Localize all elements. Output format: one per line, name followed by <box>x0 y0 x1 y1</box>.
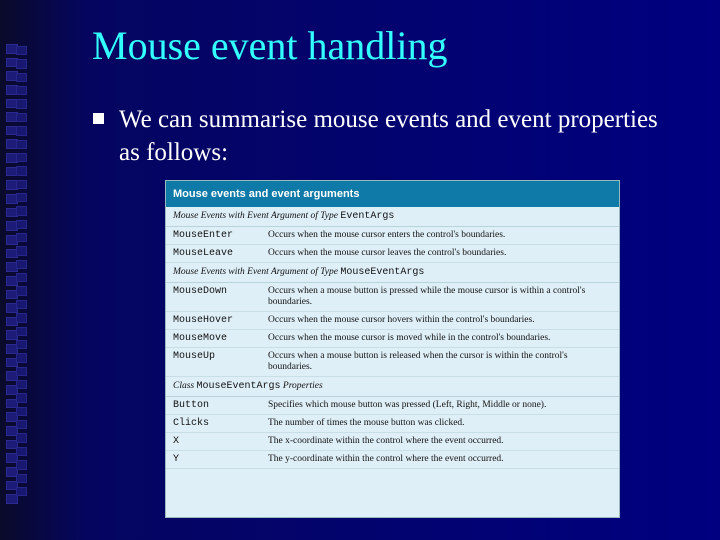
table-row <box>166 312 619 330</box>
event-name: MouseDown <box>173 286 228 297</box>
decorative-square <box>16 433 27 442</box>
section-heading-prefix: Class <box>173 381 197 391</box>
section-heading <box>166 263 619 283</box>
event-name: MouseHover <box>173 315 234 326</box>
decorative-square <box>16 153 27 162</box>
section-heading-prefix: Mouse Events with Event Argument of Type <box>173 267 341 277</box>
decorative-square <box>16 246 27 255</box>
decorative-square <box>16 300 27 309</box>
event-name: Clicks <box>173 418 210 429</box>
decorative-square <box>16 327 27 336</box>
decorative-square <box>16 113 27 122</box>
table-caption: Mouse events and event arguments <box>166 181 619 207</box>
decorative-square <box>16 220 27 229</box>
event-description: Occurs when the mouse cursor hovers within the control's boundaries. <box>268 315 535 325</box>
events-table <box>165 180 620 518</box>
event-description: Specifies which mouse button was pressed (Left, Right, Middle or none). <box>268 400 547 410</box>
table-row <box>166 433 619 451</box>
table-row <box>166 283 619 312</box>
decorative-square <box>16 86 27 95</box>
event-description: Occurs when the mouse cursor enters the control's boundaries. <box>268 230 506 240</box>
decorative-square-column-inner <box>16 46 28 496</box>
decorative-square <box>16 46 27 55</box>
table-row <box>166 415 619 433</box>
decorative-square <box>16 447 27 456</box>
event-name: MouseMove <box>173 333 228 344</box>
decorative-square <box>16 193 27 202</box>
table-row <box>166 397 619 415</box>
event-name: Button <box>173 400 210 411</box>
event-description: Occurs when the mouse cursor leaves the control's boundaries. <box>268 248 507 258</box>
decorative-square <box>16 353 27 362</box>
decorative-square <box>16 313 27 322</box>
table-row <box>166 227 619 245</box>
decorative-square <box>16 340 27 349</box>
decorative-square <box>16 380 27 389</box>
event-name: MouseLeave <box>173 248 234 259</box>
decorative-square <box>16 180 27 189</box>
decorative-square <box>16 73 27 82</box>
decorative-square <box>16 126 27 135</box>
bullet-text: We can summarise mouse events and event properties as follows: <box>119 106 658 166</box>
decorative-square <box>16 99 27 108</box>
table-row <box>166 451 619 469</box>
decorative-square <box>16 420 27 429</box>
event-description: The number of times the mouse button was clicked. <box>268 418 465 428</box>
event-description: Occurs when the mouse cursor is moved while in the control's boundaries. <box>268 333 551 343</box>
section-heading-suffix: Properties <box>280 381 323 391</box>
decorative-square <box>16 474 27 483</box>
decorative-square <box>16 166 27 175</box>
decorative-square <box>16 233 27 242</box>
table-row <box>166 330 619 348</box>
slide-title: Mouse event handling <box>92 23 448 68</box>
decorative-square <box>16 407 27 416</box>
decorative-square <box>16 367 27 376</box>
section-heading-prefix: Mouse Events with Event Argument of Type <box>173 211 341 221</box>
table-body <box>166 207 619 469</box>
decorative-square <box>16 59 27 68</box>
decorative-square <box>16 393 27 402</box>
event-description: The x-coordinate within the control where the event occurred. <box>268 436 504 446</box>
event-name: Y <box>173 454 180 465</box>
decorative-square <box>16 286 27 295</box>
decorative-square <box>16 487 27 496</box>
section-heading-type: EventArgs <box>340 211 395 222</box>
event-description: The y-coordinate within the control where the event occurred. <box>268 454 504 464</box>
bullet-square-icon <box>93 113 104 124</box>
event-name: MouseEnter <box>173 230 234 241</box>
event-description: Occurs when a mouse button is pressed while the mouse cursor is within a control's boundaries. <box>268 286 586 307</box>
section-heading <box>166 207 619 227</box>
section-heading-type: MouseEventArgs <box>196 381 281 392</box>
decorative-square <box>16 460 27 469</box>
event-description: Occurs when a mouse button is released when the cursor is within the control's boundaries. <box>268 351 568 372</box>
decorative-square <box>16 260 27 269</box>
section-heading-type: MouseEventArgs <box>340 267 425 278</box>
table-row <box>166 245 619 263</box>
decorative-square <box>16 206 27 215</box>
table-row <box>166 348 619 377</box>
section-heading <box>166 377 619 397</box>
decorative-square <box>16 273 27 282</box>
decorative-square <box>16 140 27 149</box>
event-name: MouseUp <box>173 351 216 362</box>
event-name: X <box>173 436 180 447</box>
